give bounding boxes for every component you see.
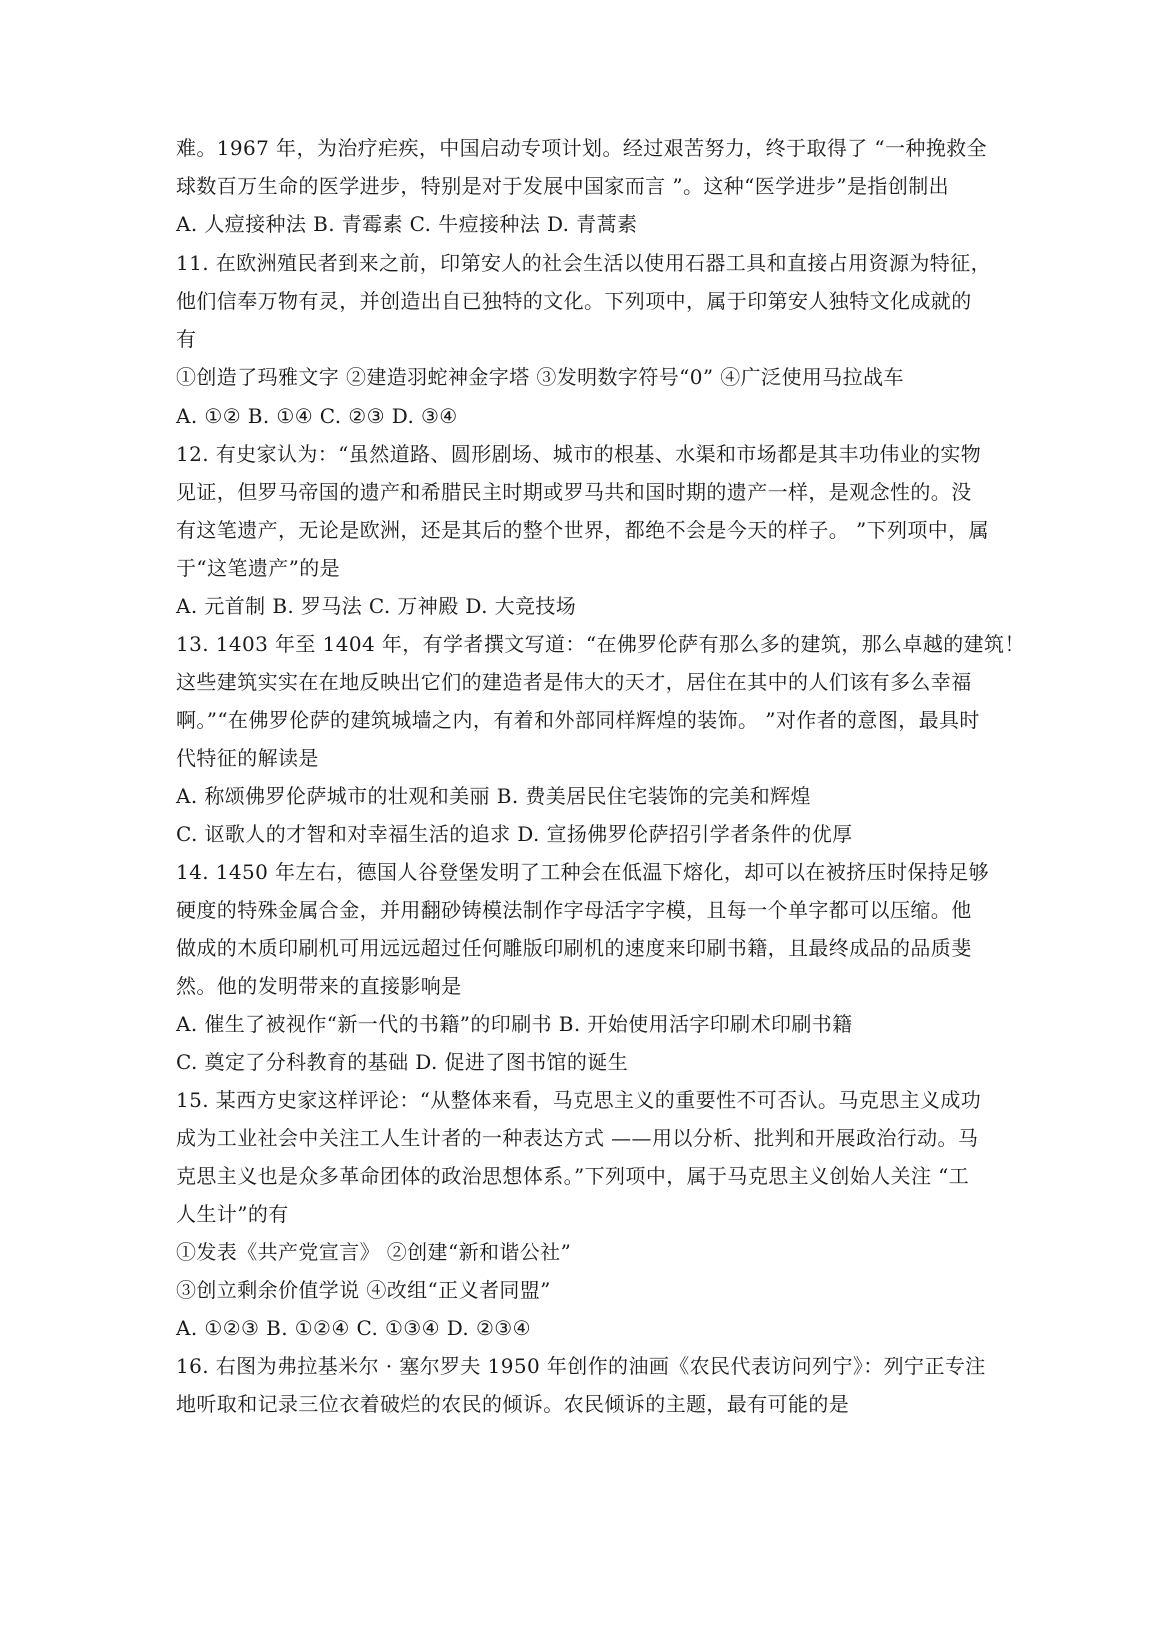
text-line: 啊。”“在佛罗伦萨的建筑城墙之内，有着和外部同样辉煌的装饰。 ”对作者的意图，最具时 [176, 708, 980, 732]
text-line: 地听取和记录三位衣着破烂的农民的倾诉。农民倾诉的主题，最有可能的是 [176, 1392, 850, 1416]
question-14: 14. 1450 年左右，德国人谷登堡发明了工种会在低温下熔化，却可以在被挤压时保持足够 [176, 860, 990, 884]
text-line: 这些建筑实实在在地反映出它们的建造者是伟大的天才，居住在其中的人们该有多么幸福 [176, 670, 972, 694]
text-line: 有 [176, 327, 197, 351]
question-15: 15. 某西方史家这样评论：“从整体来看，马克思主义的重要性不可否认。马克思主义成功 [176, 1088, 982, 1112]
option-line: A. 称颂佛罗伦萨城市的壮观和美丽 B. 费美居民住宅装饰的完美和辉煌 [176, 784, 811, 808]
statement-line: ①发表《共产党宣言》 ②创建“新和谐公社” [176, 1240, 572, 1264]
option-line: A. ①② B. ①④ C. ②③ D. ③④ [176, 404, 458, 428]
text-line: 人生计”的有 [176, 1202, 289, 1226]
option-line: A. 催生了被视作“新一代的书籍”的印刷书 B. 开始使用活字印刷术印刷书籍 [176, 1012, 853, 1036]
text-line: 成为工业社会中关注工人生计者的一种表达方式 ——用以分析、批判和开展政治行动。马 [176, 1126, 979, 1150]
option-line: C. 奠定了分科教育的基础 D. 促进了图书馆的诞生 [176, 1050, 629, 1074]
text-line: 做成的木质印刷机可用远远超过任何雕版印刷机的速度来印刷书籍，且最终成品的品质斐 [176, 936, 972, 960]
statement-line: ①创造了玛雅文字 ②建造羽蛇神金字塔 ③发明数字符号“0” ④广泛使用马拉战车 [176, 365, 904, 389]
option-line: A. 元首制 B. 罗马法 C. 万神殿 D. 大竞技场 [176, 594, 577, 618]
question-12: 12. 有史家认为：“虽然道路、圆形剧场、城市的根基、水渠和市场都是其丰功伟业的实物 [176, 442, 982, 466]
question-13: 13. 1403 年至 1404 年，有学者撰文写道：“在佛罗伦萨有那么多的建筑，那么卓越的建筑！ [176, 632, 1025, 656]
text-line: 见证，但罗马帝国的遗产和希腊民主时期或罗马共和国时期的遗产一样，是观念性的。没 [176, 480, 972, 504]
question-16: 16. 右图为弗拉基米尔 · 塞尔罗夫 1950 年创作的油画《农民代表访问列宁》：列宁正专注 [176, 1354, 986, 1378]
text-line: 然。他的发明带来的直接影响是 [176, 974, 462, 998]
text-line: 于“这笔遗产”的是 [176, 556, 341, 580]
text-line: 硬度的特殊金属合金，并用翻砂铸模法制作字母活字字模，且每一个单字都可以压缩。他 [176, 898, 972, 922]
question-11: 11. 在欧洲殖民者到来之前，印第安人的社会生活以使用石器工具和直接占用资源为特征， [176, 251, 991, 275]
text-line: 难。1967 年，为治疗疟疾，中国启动专项计划。经过艰苦努力，终于取得了 “一种挽救全 [176, 136, 988, 160]
option-line: A. ①②③ B. ①②④ C. ①③④ D. ②③④ [176, 1316, 531, 1340]
text-line: 克思主义也是众多革命团体的政治思想体系。”下列项中，属于马克思主义创始人关注 “工 [176, 1164, 970, 1188]
text-line: 球数百万生命的医学进步，特别是对于发展中国家而言 ”。这种“医学进步”是指创制出 [176, 174, 950, 198]
text-line: 有这笔遗产，无论是欧洲，还是其后的整个世界，都绝不会是今天的样子。 ”下列项中，属 [176, 518, 989, 542]
option-line: C. 讴歌人的才智和对幸福生活的追求 D. 宣扬佛罗伦萨招引学者条件的优厚 [176, 822, 853, 846]
statement-line: ③创立剩余价值学说 ④改组“正义者同盟” [176, 1278, 551, 1302]
text-line: 代特征的解读是 [176, 746, 319, 770]
text-line: 他们信奉万物有灵，并创造出自已独特的文化。下列项中，属于印第安人独特文化成就的 [176, 289, 972, 313]
option-line: A. 人痘接种法 B. 青霉素 C. 牛痘接种法 D. 青蒿素 [176, 212, 638, 236]
